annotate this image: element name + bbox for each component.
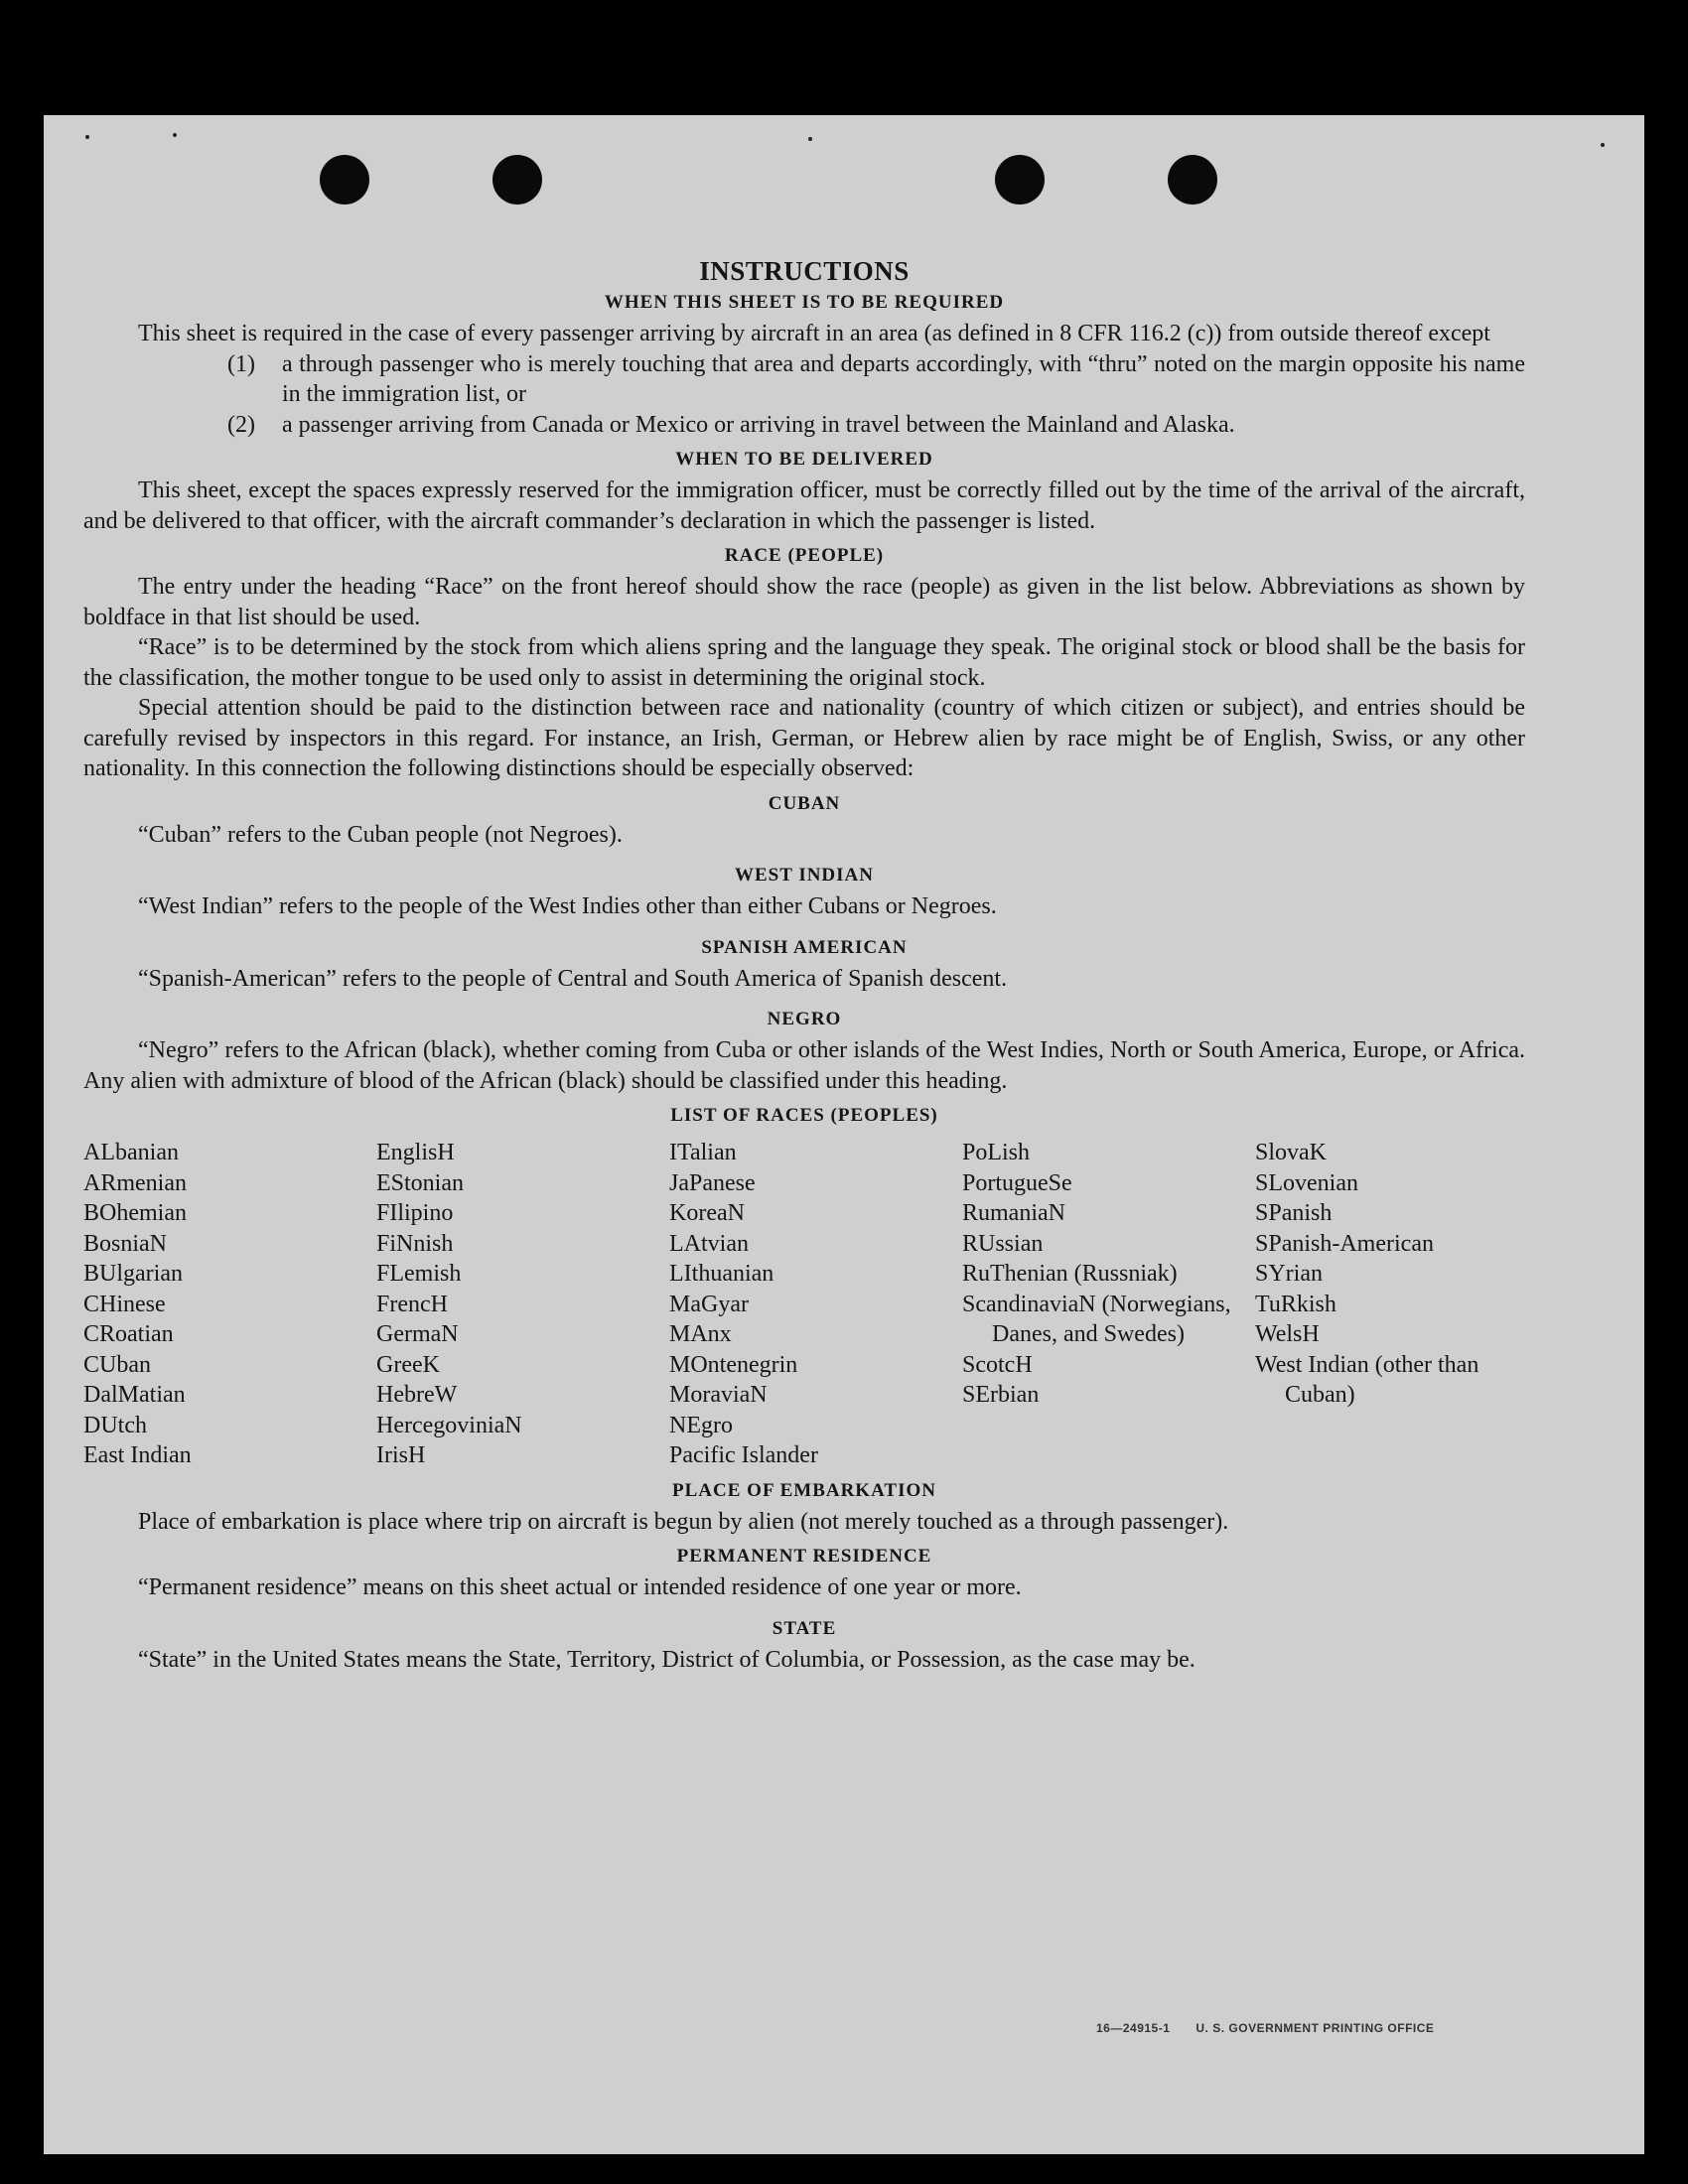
embarkation-text: Place of embarkation is place where trip on aircraft is begun by alien (not merely touched as a through passenger). <box>138 1508 1229 1535</box>
race-item: BosniaN <box>83 1230 167 1257</box>
section-heading-delivered: WHEN TO BE DELIVERED <box>675 449 933 470</box>
race-paragraph-1: The entry under the heading “Race” on the front hereof should show the race (people) as given in the list below. Abbreviations as shown by boldface in that list should be used. <box>83 574 1525 630</box>
race-column-3 <box>669 1138 939 1471</box>
race-item: FLemish <box>376 1261 462 1287</box>
section-heading-list-of-races: LIST OF RACES (PEOPLES) <box>670 1105 938 1126</box>
race-item: FiNnish <box>376 1230 454 1257</box>
document-sheet <box>44 115 1644 2154</box>
race-item: SErbian <box>962 1382 1040 1408</box>
required-item-1 <box>83 349 1525 410</box>
race-item: LIthuanian <box>669 1261 774 1287</box>
race-item: ScotcH <box>962 1351 1033 1378</box>
section-heading-west-indian: WEST INDIAN <box>735 865 874 886</box>
race-item: BOhemian <box>83 1200 187 1226</box>
punch-hole <box>995 155 1045 205</box>
race-item: West Indian (other than Cuban) <box>1255 1351 1479 1408</box>
race-column-5 <box>1255 1138 1525 1471</box>
race-item: BUlgarian <box>83 1261 183 1287</box>
race-column-4 <box>962 1138 1232 1471</box>
race-item: MoraviaN <box>669 1382 768 1408</box>
race-item: SlovaK <box>1255 1140 1327 1165</box>
race-item: SPanish-American <box>1255 1230 1434 1257</box>
race-item: RuThenian (Russniak) <box>962 1261 1178 1287</box>
race-item: FrencH <box>376 1291 448 1317</box>
race-item: RumaniaN <box>962 1200 1065 1226</box>
speck <box>808 137 812 141</box>
section-heading-negro: NEGRO <box>767 1009 842 1029</box>
punch-hole <box>492 155 542 205</box>
printer-name: U. S. GOVERNMENT PRINTING OFFICE <box>1196 2021 1435 2035</box>
instructions-content <box>83 254 1525 1675</box>
section-heading-race: RACE (PEOPLE) <box>724 545 885 566</box>
item-number: (1) <box>227 350 255 377</box>
speck <box>1601 143 1605 147</box>
spanish-american-text: “Spanish-American” refers to the people of Central and South America of Spanish descent. <box>138 965 1008 992</box>
race-item: DalMatian <box>83 1382 186 1408</box>
section-heading-residence: PERMANENT RESIDENCE <box>676 1546 932 1567</box>
section-heading-state: STATE <box>772 1617 837 1639</box>
negro-text: “Negro” refers to the African (black), whether coming from Cuba or other islands of the West Indies, North or South America, Europe, or Africa. Any alien with admixture of blood of the African (black) should be classified under this heading. <box>83 1037 1525 1094</box>
race-item: GreeK <box>376 1351 440 1378</box>
race-item: MOntenegrin <box>669 1351 798 1378</box>
race-item: East Indian <box>83 1442 192 1468</box>
item-number: (2) <box>227 411 255 438</box>
race-item: PoLish <box>962 1140 1031 1165</box>
race-item: CRoatian <box>83 1321 174 1347</box>
race-item: HebreW <box>376 1382 458 1408</box>
race-paragraph-3: Special attention should be paid to the distinction between race and nationality (country of which citizen or subject), and entries should be carefully revised by inspectors in this regard. For instance, an Irish, German, or Hebrew alien by race might be of English, Swiss, or any other nationality. In this connection the following distinctions should be especially observed: <box>83 695 1525 781</box>
race-item: CHinese <box>83 1291 166 1317</box>
race-item: Pacific Islander <box>669 1442 818 1468</box>
race-item: MAnx <box>669 1321 732 1347</box>
race-item: DUtch <box>83 1412 147 1438</box>
race-item: EStonian <box>376 1169 464 1196</box>
delivered-text: This sheet, except the spaces expressly reserved for the immigration officer, must be correctly filled out by the time of the arrival of the aircraft, and be delivered to that officer, with the aircraft commander’s declaration in which the passenger is listed. <box>83 478 1525 534</box>
race-item: HercegoviniaN <box>376 1412 522 1438</box>
race-list <box>83 1138 1525 1471</box>
race-item: LAtvian <box>669 1230 749 1257</box>
punch-hole <box>320 155 369 205</box>
race-paragraph-2: “Race” is to be determined by the stock from which aliens spring and the language they speak. The original stock or blood shall be the basis for the classification, the mother tongue to be used only to assist in determining the original stock. <box>83 634 1525 691</box>
race-item: JaPanese <box>669 1169 756 1196</box>
speck <box>173 133 177 137</box>
section-heading-cuban: CUBAN <box>768 792 841 814</box>
west-indian-text: “West Indian” refers to the people of the West Indies other than either Cubans or Negroes. <box>138 893 997 919</box>
race-column-1 <box>83 1138 353 1471</box>
residence-text: “Permanent residence” means on this sheet actual or intended residence of one year or more. <box>138 1574 1022 1600</box>
speck <box>85 135 89 139</box>
race-item: IrisH <box>376 1442 426 1468</box>
race-item: SYrian <box>1255 1261 1323 1287</box>
race-item: GermaN <box>376 1321 459 1347</box>
form-code: 16—24915-1 <box>1096 2021 1171 2035</box>
race-item: ITalian <box>669 1140 737 1165</box>
item-text: a through passenger who is merely touching that area and departs accordingly, with “thru” noted on the margin opposite his name in the immigration list, or <box>282 350 1525 407</box>
section-heading-required: WHEN THIS SHEET IS TO BE REQUIRED <box>604 292 1005 313</box>
race-item: ALbanian <box>83 1140 179 1165</box>
race-item: SLovenian <box>1255 1169 1358 1196</box>
printer-imprint <box>1096 2021 1460 2035</box>
race-item: WelsH <box>1255 1321 1320 1347</box>
race-item: MaGyar <box>669 1291 749 1317</box>
race-item: FIlipino <box>376 1200 454 1226</box>
race-item: PortugueSe <box>962 1169 1072 1196</box>
race-item: TuRkish <box>1255 1291 1336 1317</box>
punch-hole <box>1168 155 1217 205</box>
race-item: NEgro <box>669 1412 733 1438</box>
race-item: KoreaN <box>669 1200 745 1226</box>
race-item: ARmenian <box>83 1169 187 1196</box>
item-text: a passenger arriving from Canada or Mexico or arriving in travel between the Mainland and Alaska. <box>282 411 1235 438</box>
race-item: CUban <box>83 1351 151 1378</box>
page-title: INSTRUCTIONS <box>699 256 910 286</box>
required-item-2 <box>83 410 1525 441</box>
section-heading-embarkation: PLACE OF EMBARKATION <box>672 1479 936 1501</box>
race-item: SPanish <box>1255 1200 1333 1226</box>
state-text: “State” in the United States means the State, Territory, District of Columbia, or Possession, as the case may be. <box>138 1646 1196 1673</box>
race-item: EnglisH <box>376 1140 455 1165</box>
race-item: RUssian <box>962 1230 1044 1257</box>
race-item: ScandinaviaN (Norwegians, Danes, and Swedes) <box>962 1291 1231 1347</box>
race-column-2 <box>376 1138 646 1471</box>
section-heading-spanish-american: SPANISH AMERICAN <box>701 936 908 958</box>
required-intro: This sheet is required in the case of every passenger arriving by aircraft in an area (as defined in 8 CFR 116.2 (c)) from outside thereof except <box>138 321 1490 346</box>
cuban-text: “Cuban” refers to the Cuban people (not Negroes). <box>138 821 623 848</box>
